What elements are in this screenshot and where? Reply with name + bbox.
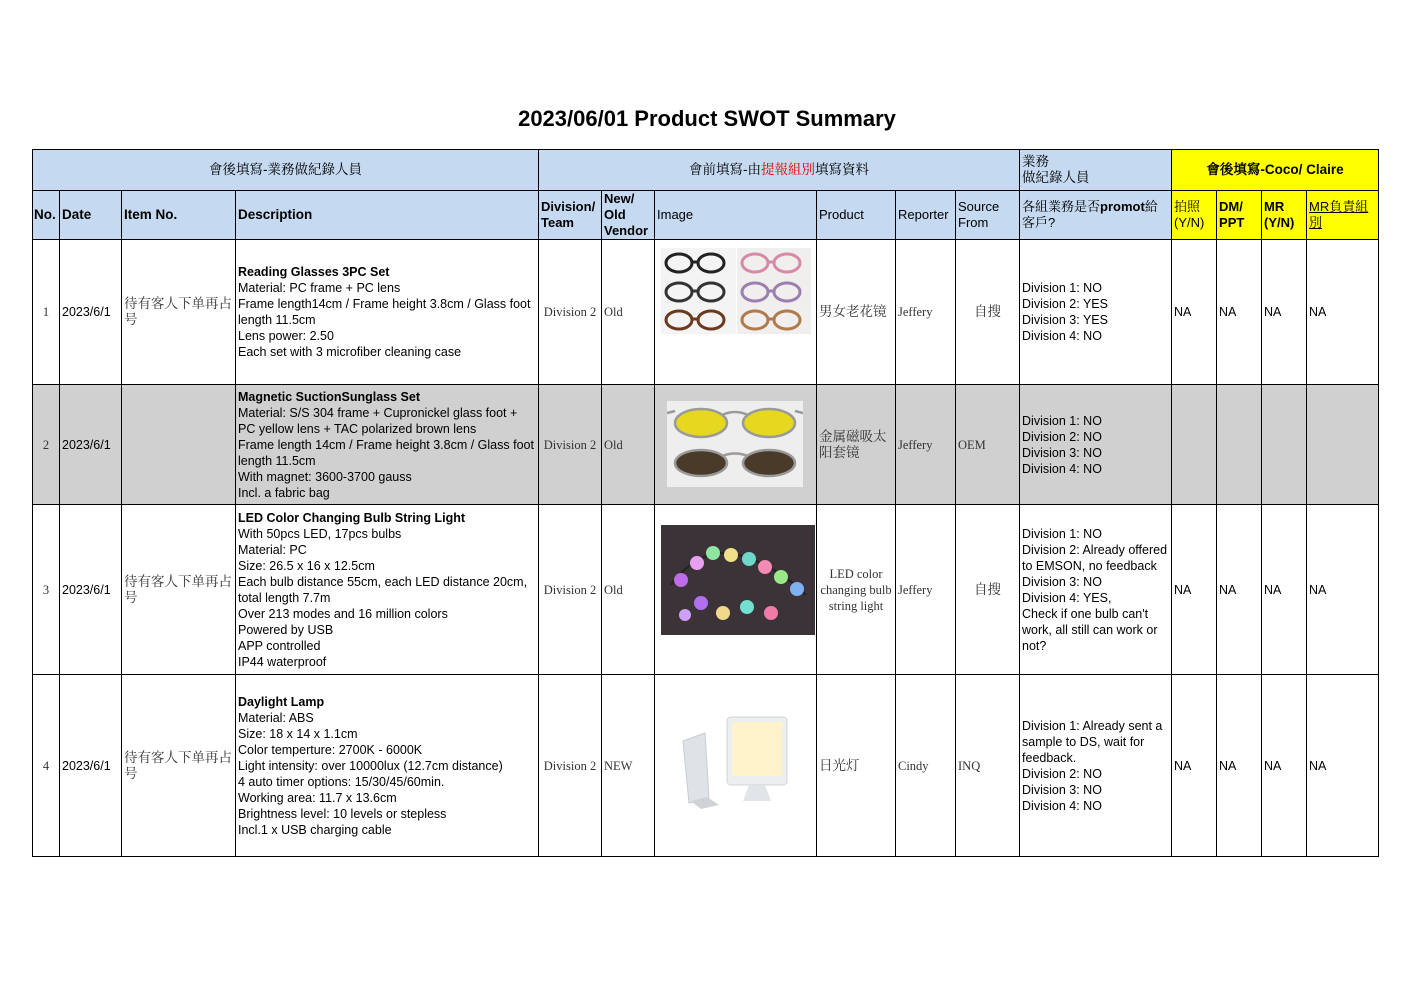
page-title: 2023/06/01 Product SWOT Summary bbox=[518, 106, 896, 131]
string-light-image bbox=[661, 525, 815, 635]
row-no: 3 bbox=[33, 505, 60, 675]
row-image bbox=[655, 385, 817, 505]
row-mr: NA bbox=[1262, 240, 1307, 385]
promote-line: Check if one bulb can't work, all still can work or not? bbox=[1022, 606, 1158, 653]
group-pre-text: 會前填寫-由 bbox=[689, 162, 762, 177]
col-dm-ppt: DM/ PPT bbox=[1217, 191, 1262, 240]
row-no: 4 bbox=[33, 675, 60, 857]
row-photo bbox=[1172, 385, 1217, 505]
promote-line: Division 4: NO bbox=[1022, 461, 1102, 476]
row-item-no bbox=[122, 385, 236, 505]
desc-line: Incl.1 x USB charging cable bbox=[238, 822, 392, 837]
promote-line: Division 1: Already sent a sample to DS, wait for feedback. bbox=[1022, 718, 1163, 765]
row-item-no: 待有客人下单再占号 bbox=[122, 240, 236, 385]
group-post-text: 填寫資料 bbox=[815, 162, 870, 177]
row-mr-group: NA bbox=[1307, 240, 1379, 385]
row-mr-group: NA bbox=[1307, 505, 1379, 675]
row-date: 2023/6/1 bbox=[60, 385, 122, 505]
row-no: 2 bbox=[33, 385, 60, 505]
desc-line: Brightness level: 10 levels or stepless bbox=[238, 806, 447, 821]
promote-line: Division 2: NO bbox=[1022, 766, 1102, 781]
row-vendor: Old bbox=[602, 505, 655, 675]
promote-line: Division 4: NO bbox=[1022, 329, 1102, 343]
row-division: Division 2 bbox=[539, 385, 602, 505]
col-date: Date bbox=[60, 191, 122, 240]
desc-line: 4 auto timer options: 15/30/45/60min. bbox=[238, 774, 445, 789]
desc-line: Incl. a fabric bag bbox=[238, 485, 330, 500]
column-header-row bbox=[33, 191, 1379, 240]
col-description: Description bbox=[236, 191, 539, 240]
desc-line: Powered by USB bbox=[238, 622, 334, 637]
row-promote bbox=[1020, 385, 1172, 505]
row-description bbox=[236, 240, 539, 385]
desc-line: Each bulb distance 55cm, each LED distance 20cm, total length 7.7m bbox=[238, 574, 528, 605]
desc-line: Material: ABS bbox=[238, 710, 314, 725]
promote-line: Division 1: NO bbox=[1022, 526, 1102, 541]
col-image: Image bbox=[655, 191, 817, 240]
col-promote bbox=[1020, 191, 1172, 240]
desc-line: With 50pcs LED, 17pcs bulbs bbox=[238, 526, 402, 541]
group-header-post-meeting: 會後填寫-業務做紀錄人員 bbox=[33, 150, 539, 191]
col-mr-group: MR負責組別 bbox=[1307, 191, 1379, 240]
row-no: 1 bbox=[33, 240, 60, 385]
row-mr-group bbox=[1307, 385, 1379, 505]
col-photo: 拍照 (Y/N) bbox=[1172, 191, 1217, 240]
desc-line: Frame length 14cm / Frame height 3.8cm / Glass foot length 11.5cm bbox=[238, 437, 534, 468]
group-header-sales: 業務 做紀錄人員 bbox=[1020, 150, 1172, 191]
col-product: Product bbox=[817, 191, 896, 240]
desc-line: Material: S/S 304 frame + Cupronickel glass foot + PC yellow lens + TAC polarized brown lens bbox=[238, 405, 518, 436]
row-description bbox=[236, 675, 539, 857]
row-date: 2023/6/1 bbox=[60, 505, 122, 675]
row-promote bbox=[1020, 675, 1172, 857]
row-mr bbox=[1262, 385, 1307, 505]
row-reporter: Cindy bbox=[896, 675, 956, 857]
desc-title: Reading Glasses 3PC Set bbox=[238, 265, 390, 279]
row-product: 日光灯 bbox=[817, 675, 896, 857]
promote-bold: promot bbox=[1100, 199, 1145, 214]
promote-line: Division 1: NO bbox=[1022, 413, 1102, 428]
row-reporter: Jeffery bbox=[896, 385, 956, 505]
row-dm: NA bbox=[1217, 240, 1262, 385]
group-header-pre-meeting bbox=[539, 150, 1020, 191]
swot-table bbox=[32, 149, 1379, 857]
row-mr: NA bbox=[1262, 505, 1307, 675]
promote-line: Division 3: NO bbox=[1022, 782, 1102, 797]
col-item-no: Item No. bbox=[122, 191, 236, 240]
row-source: 自搜 bbox=[956, 240, 1020, 385]
desc-line: Frame length14cm / Frame height 3.8cm / Glass foot length 11.5cm bbox=[238, 297, 531, 327]
promote-post: 給客戶? bbox=[1022, 199, 1158, 230]
row-vendor: NEW bbox=[602, 675, 655, 857]
row-photo: NA bbox=[1172, 505, 1217, 675]
promote-line: Division 2: NO bbox=[1022, 429, 1102, 444]
row-dm: NA bbox=[1217, 505, 1262, 675]
row-photo: NA bbox=[1172, 675, 1217, 857]
daylight-lamp-image bbox=[679, 713, 799, 813]
table-row bbox=[33, 675, 1379, 857]
promote-pre: 各組業務是否 bbox=[1022, 199, 1101, 214]
desc-title: LED Color Changing Bulb String Light bbox=[238, 510, 466, 525]
desc-line: IP44 waterproof bbox=[238, 654, 327, 669]
table-row bbox=[33, 505, 1379, 675]
table-row bbox=[33, 385, 1379, 505]
row-product: LED color changing bulb string light bbox=[817, 505, 896, 675]
row-item-no: 待有客人下单再占号 bbox=[122, 505, 236, 675]
reading-glasses-image bbox=[661, 248, 811, 334]
group-header-row bbox=[33, 150, 1379, 191]
row-image bbox=[655, 675, 817, 857]
row-dm: NA bbox=[1217, 675, 1262, 857]
row-mr-group: NA bbox=[1307, 675, 1379, 857]
promote-line: Division 4: NO bbox=[1022, 798, 1102, 813]
table-row bbox=[33, 240, 1379, 385]
desc-line: Light intensity: over 10000lux (12.7cm distance) bbox=[238, 758, 503, 773]
desc-line: APP controlled bbox=[238, 638, 321, 653]
row-source: INQ bbox=[956, 675, 1020, 857]
row-division: Division 2 bbox=[539, 675, 602, 857]
row-reporter: Jeffery bbox=[896, 505, 956, 675]
row-product: 男女老花镜 bbox=[817, 240, 896, 385]
promote-line: Division 1: NO bbox=[1022, 281, 1102, 295]
row-description bbox=[236, 385, 539, 505]
desc-line: Size: 26.5 x 16 x 12.5cm bbox=[238, 558, 375, 573]
group-red-text: 提報組別 bbox=[761, 162, 816, 177]
col-source: Source From bbox=[956, 191, 1020, 240]
row-date: 2023/6/1 bbox=[60, 240, 122, 385]
promote-line: Division 3: YES bbox=[1022, 313, 1108, 327]
promote-line: Division 4: YES, bbox=[1022, 590, 1112, 605]
row-product: 金属磁吸太阳套镜 bbox=[817, 385, 896, 505]
desc-line: Lens power: 2.50 bbox=[238, 329, 334, 343]
row-item-no: 待有客人下单再占号 bbox=[122, 675, 236, 857]
desc-title: Daylight Lamp bbox=[238, 694, 325, 709]
col-vendor: New/ Old Vendor bbox=[602, 191, 655, 240]
desc-line: Each set with 3 microfiber cleaning case bbox=[238, 345, 462, 359]
desc-line: Material: PC bbox=[238, 542, 307, 557]
group-header-coco-claire: 會後填寫-Coco/ Claire bbox=[1172, 150, 1379, 191]
row-promote bbox=[1020, 240, 1172, 385]
desc-line: With magnet: 3600-3700 gauss bbox=[238, 469, 412, 484]
sunglasses-image bbox=[667, 401, 803, 487]
row-source: OEM bbox=[956, 385, 1020, 505]
desc-title: Magnetic SuctionSunglass Set bbox=[238, 389, 420, 404]
row-date: 2023/6/1 bbox=[60, 675, 122, 857]
row-division: Division 2 bbox=[539, 505, 602, 675]
promote-line: Division 3: NO bbox=[1022, 574, 1102, 589]
desc-line: Color temperture: 2700K - 6000K bbox=[238, 742, 423, 757]
row-promote bbox=[1020, 505, 1172, 675]
promote-line: Division 2: YES bbox=[1022, 297, 1108, 311]
row-image bbox=[655, 240, 817, 385]
desc-line: Over 213 modes and 16 million colors bbox=[238, 606, 448, 621]
promote-line: Division 3: NO bbox=[1022, 445, 1102, 460]
row-photo: NA bbox=[1172, 240, 1217, 385]
row-image bbox=[655, 505, 817, 675]
col-division: Division/ Team bbox=[539, 191, 602, 240]
row-vendor: Old bbox=[602, 385, 655, 505]
promote-line: Division 2: Already offered to EMSON, no feedback bbox=[1022, 542, 1168, 573]
desc-line: Size: 18 x 14 x 1.1cm bbox=[238, 726, 358, 741]
row-vendor: Old bbox=[602, 240, 655, 385]
desc-line: Working area: 11.7 x 13.6cm bbox=[238, 790, 397, 805]
row-description bbox=[236, 505, 539, 675]
desc-line: Material: PC frame + PC lens bbox=[238, 281, 401, 295]
col-mr: MR (Y/N) bbox=[1262, 191, 1307, 240]
row-division: Division 2 bbox=[539, 240, 602, 385]
row-reporter: Jeffery bbox=[896, 240, 956, 385]
col-reporter: Reporter bbox=[896, 191, 956, 240]
row-source: 自搜 bbox=[956, 505, 1020, 675]
row-mr: NA bbox=[1262, 675, 1307, 857]
row-dm bbox=[1217, 385, 1262, 505]
col-no: No. bbox=[33, 191, 60, 240]
